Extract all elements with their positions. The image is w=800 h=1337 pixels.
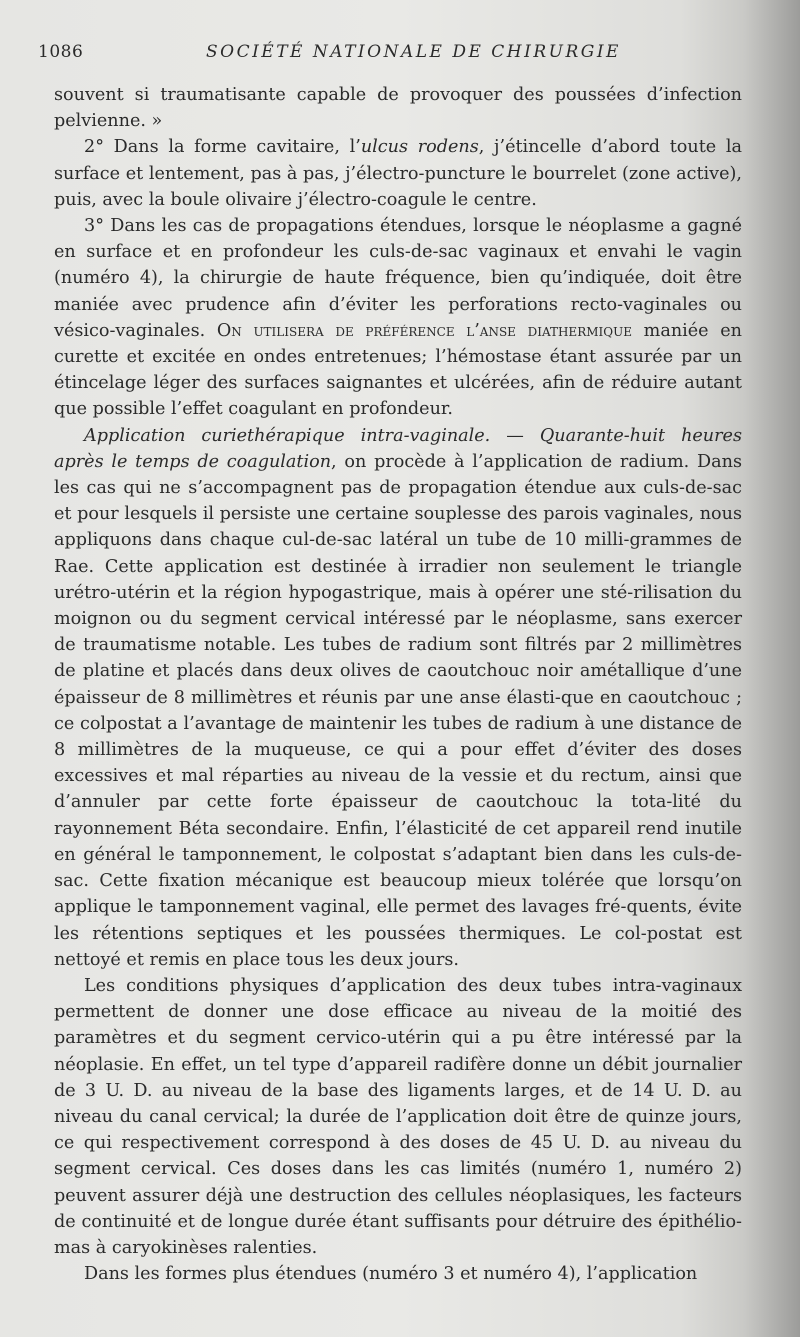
paragraph-physical-conditions: Les conditions physiques d’application des deux tubes intra-vaginaux permettent de donner une dose efficace au niveau de la moitié des paramètres et du segment cervico-utérin qui a pu être intéressé par la néoplasie. En effet, un tel type d’appareil radifère donne un débit journalier de 3 U. D. au niveau de la base des ligaments larges, et de 14 U. D. au niveau du canal cervical; la durée de l’application doit être de quinze jours, ce qui respectivement correspond à des doses de 45 U. D. au niveau du segment cervical. Ces doses dans les cas limités (numéro 1, numéro 2) peuvent assurer déjà une destruction des cellules néoplasiques, les facteurs de continuité et de longue durée étant suffisants pour détruire des épithélio-mas à caryokinèses ralenties. [54, 975, 742, 1258]
text-run: maniée en curette et excitée en ondes entretenues; l’hémostase étant assurée par un étincelage léger des surfaces saignantes et ulcérées, afin de réduire autant que possible l’effet coagulant en profondeur. [54, 320, 742, 420]
text-run: 2° Dans la forme cavitaire, l’ [84, 137, 361, 158]
paragraph-continuation: souvent si traumatisante capable de provoquer des poussées d’infection pelvienne. » [54, 85, 742, 132]
text-run: 3° Dans les cas de propagations étendues, lorsque le néoplasme a gagné en surface et en profondeur les culs-de-sac vaginaux et envahi le vagin (numéro 4), la chirurgie de haute fréquence, bien qu’indiquée, doit être maniée avec prudence afin d’éviter les perforations recto-vaginales ou vésico-vaginales. [54, 216, 742, 341]
text-run: , on procède à l’application de radium. Dans les cas qui ne s’accompagnent pas de propagation étendue aux culs-de-sac et pour lesquels il persiste une certaine souplesse des parois vaginales, nous appliquons dans chaque cul-de-sac latéral un tube de 10 milli-grammes de Rae. Cette application est destinée à irradier non seulement le triangle urétro-utérin et la région hypogastrique, mais à opérer une sté-rilisation du moignon ou du segment cervical intéressé par le néoplasme, sans exercer de traumatisme notable. Les tubes de radium sont filtrés par 2 millimètres de platine et placés dans deux olives de caoutchouc noir amétallique d’une épaisseur de 8 millimètres et réunis par une anse élasti-que en caoutchouc ; ce colpostat a l’avantage de maintenir les tubes de radium à une distance de 8 millimètres de la muqueuse, ce qui a pour effet d’éviter des doses excessives et mal réparties au niveau de la vessie et du rectum, ainsi que d’annuler par cette forte épaisseur de caoutchouc la tota-lité du rayonnement Béta secondaire. Enfin, l’élasticité de cet appareil rend inutile en général le tamponnement, le colpostat s’adaptant bien dans les culs-de-sac. Cette fixation mécanique est beaucoup mieux tolérée que lorsqu’on applique le tamponnement vaginal, elle permet des lavages fré-quents, évite les rétentions septiques et les poussées thermiques. Le col-postat est nettoyé et remis en place tous les deux jours. [54, 451, 742, 970]
section-heading-italic: Application curiethérapique intra-vaginale. [84, 425, 491, 446]
em-dash: — [490, 425, 540, 446]
paragraph-curietherapy [54, 423, 742, 973]
small-caps-emphasis: On utilisera de préférence l’anse diathermique [216, 320, 632, 341]
paragraph-extended-forms: Dans les formes plus étendues (numéro 3 et numéro 4), l’application [84, 1264, 698, 1285]
italic-subheading: Quarante-huit heures après le temps de coagulation [54, 425, 742, 472]
running-title: SOCIÉTÉ NATIONALE DE CHIRURGIE [206, 42, 621, 62]
italic-term: ulcus rodens [360, 137, 479, 158]
page-number: 1086 [38, 42, 84, 62]
text-run: , j’étincelle d’abord toute la surface et lentement, pas à pas, j’électro-puncture le bourrelet (zone active), puis, avec la boule olivaire j’électro-coagule le centre. [54, 137, 742, 210]
body-text [54, 82, 742, 1287]
page-header [38, 36, 738, 70]
paragraph-extended-propagation [54, 213, 742, 423]
paragraph-cavitary-form [54, 134, 742, 213]
